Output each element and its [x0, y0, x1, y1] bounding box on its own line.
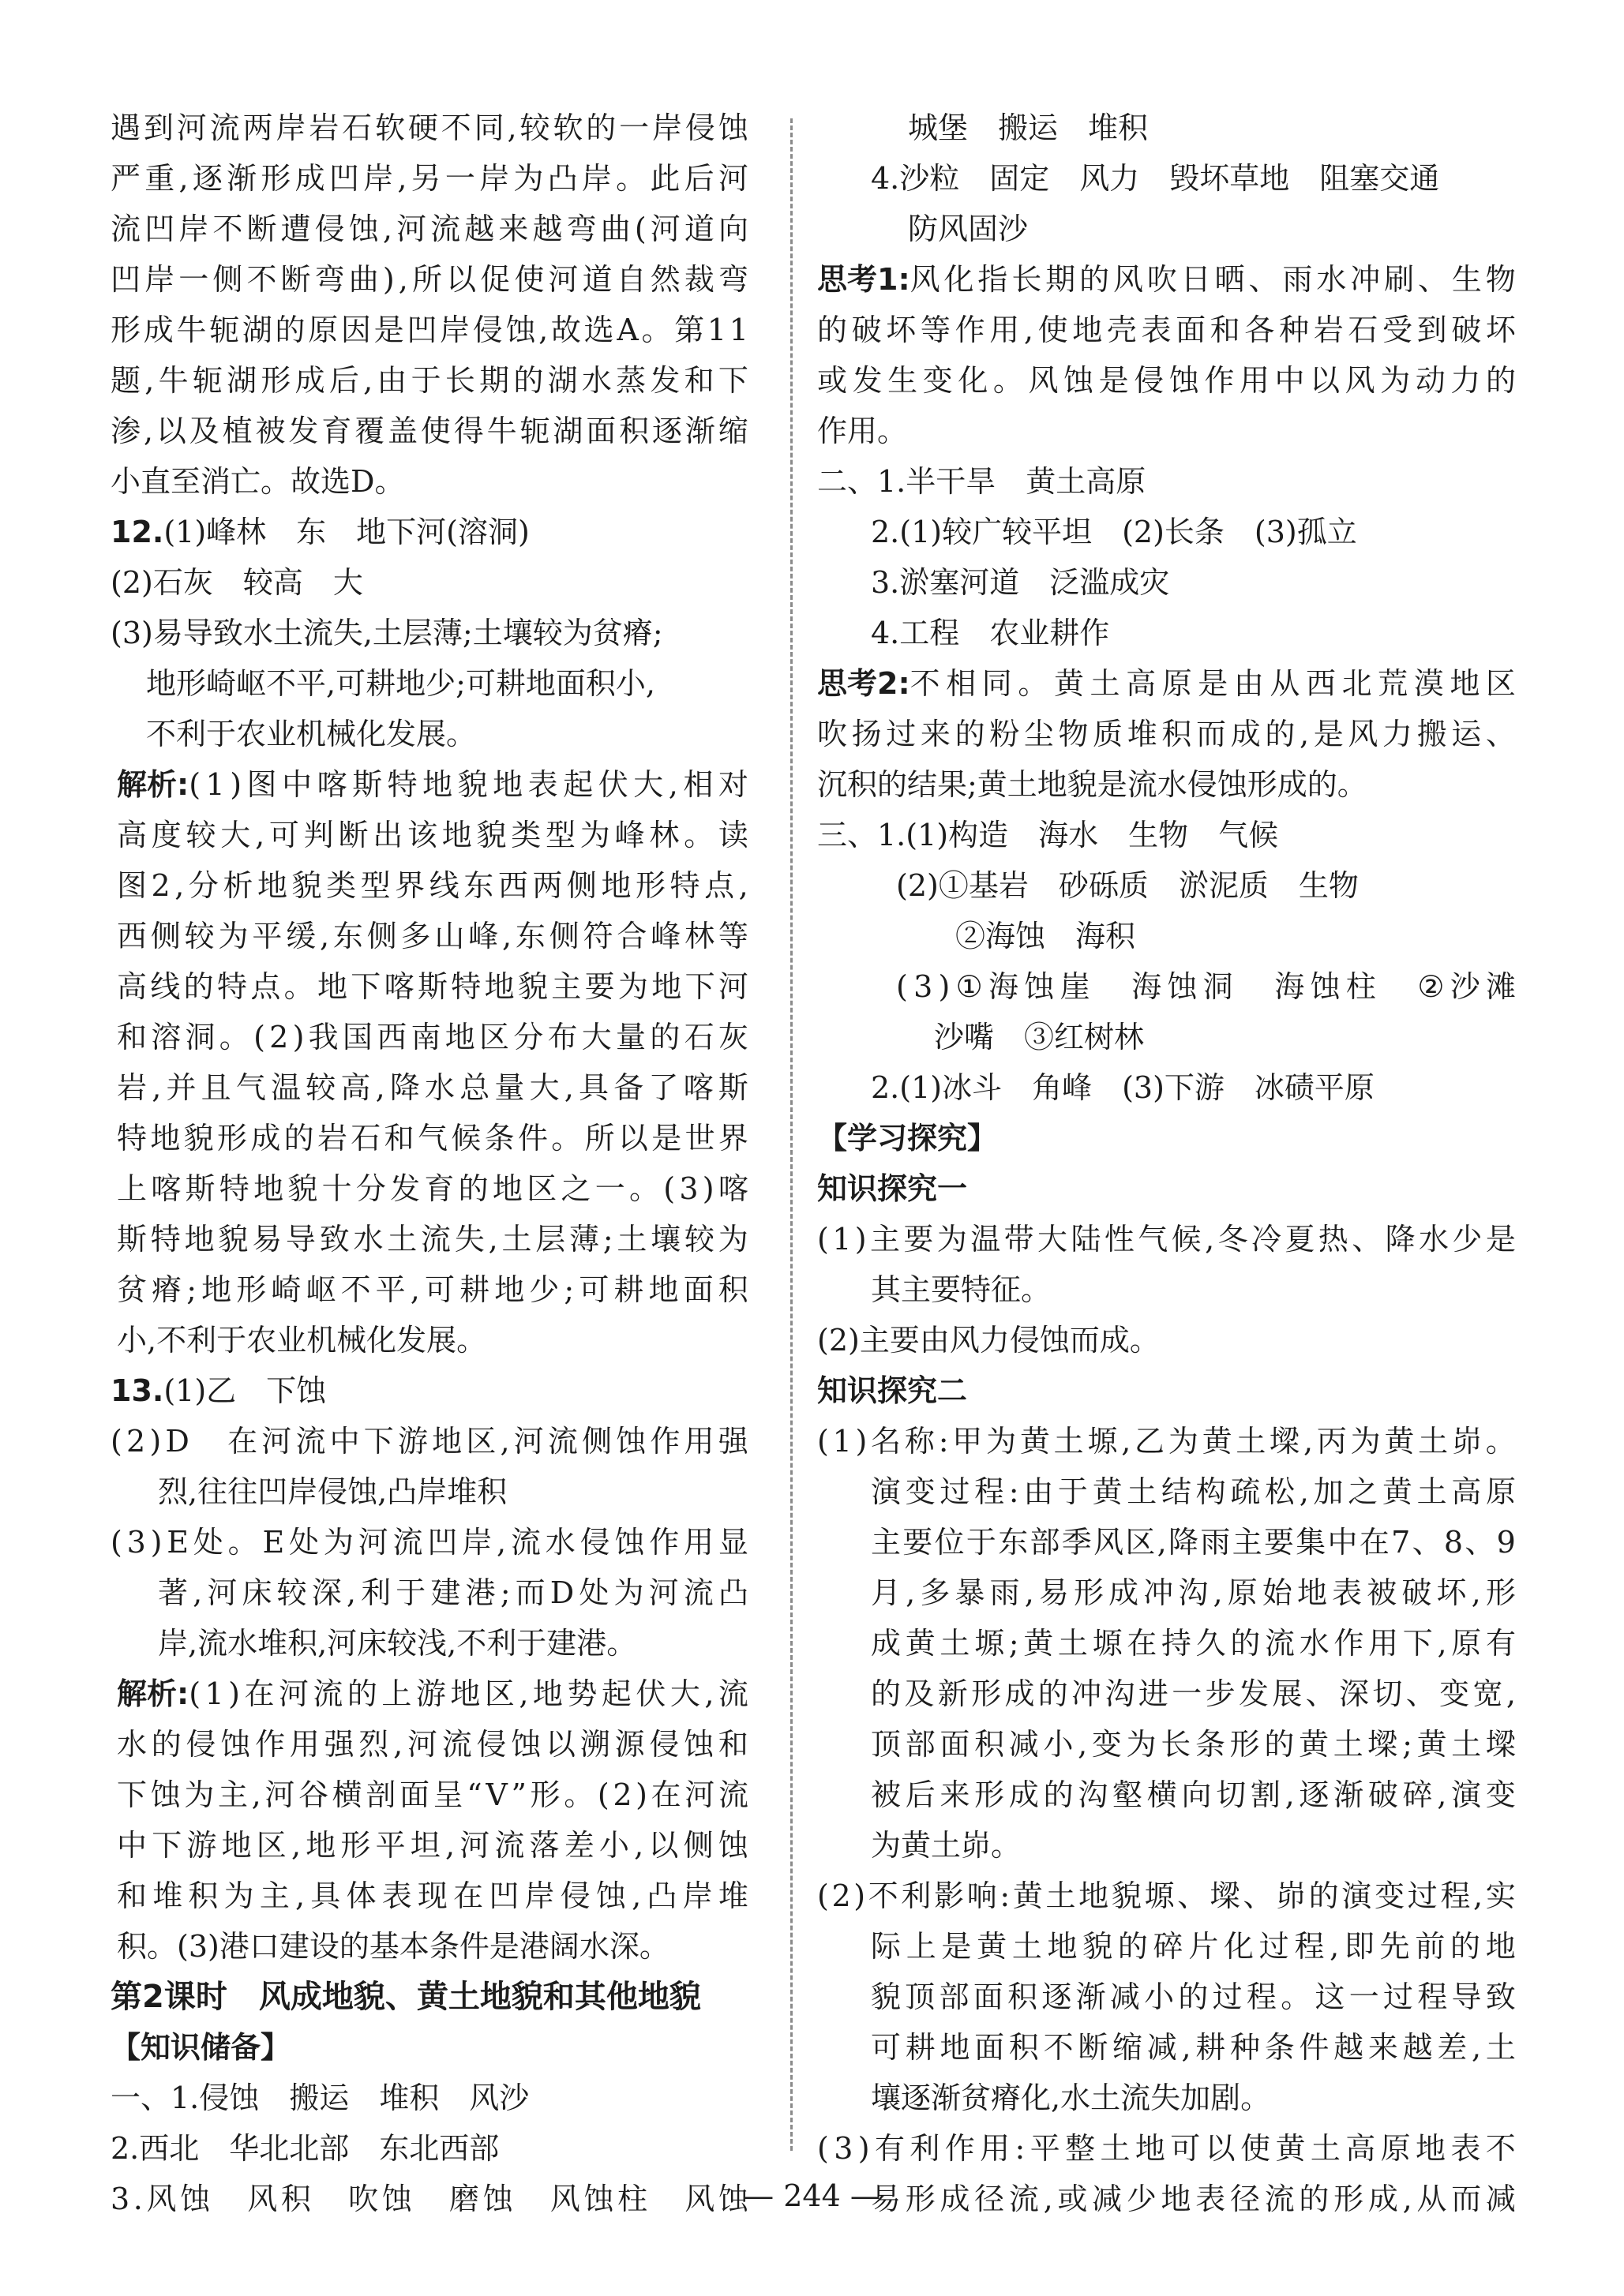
text-line [111, 1820, 748, 1871]
line-text: 岸,流水堆积,河床较浅,不利于建港。 [158, 1626, 637, 1661]
line-text: 际 上 是 黄 土 地 貌 的 碎 片 化 过 程 , 即 先 前 的 地 [871, 1929, 1516, 1964]
line-text: 流 凹 岸 不 断 遭 侵 蚀 , 河 流 越 来 越 弯 曲 ( 河 道 向 [111, 212, 748, 246]
text-line [111, 1517, 748, 1567]
text-line [817, 355, 1516, 406]
text-line [111, 1921, 748, 1972]
text-line [817, 709, 1516, 759]
line-text: 的 及 新 形 成 的 冲 沟 进 一 步 发 展 、 深 切 、 变 宽 , [871, 1676, 1516, 1711]
line-text: 或 发 生 变 化 。 风 蚀 是 侵 蚀 作 用 中 以 风 为 动 力 的 [817, 363, 1516, 398]
text-line [111, 1770, 748, 1820]
item-label: 解析: [117, 1676, 189, 1711]
text-line [817, 305, 1516, 355]
line-text: 【知识储备】 [111, 2030, 291, 2065]
line-text: ( 1 ) 在 河 流 的 上 游 地 区 , 地 势 起 伏 大 , 流 [189, 1676, 748, 1711]
line-text: 地形崎岖不平,可耕地少;可耕地面积小, [146, 666, 655, 701]
line-text: 2.(1)较广较平坦 (2)长条 (3)孤立 [871, 515, 1357, 549]
text-line [111, 810, 748, 860]
line-text: 特 地 貌 形 成 的 岩 石 和 气 候 条 件 。 所 以 是 世 界 [117, 1121, 748, 1155]
line-text: ( 3 ) E 处 。 E 处 为 河 流 凹 岸 , 流 水 侵 蚀 作 用 显 [111, 1525, 748, 1560]
text-line [817, 1719, 1516, 1770]
line-text: 和 堆 积 为 主 , 具 体 表 现 在 凹 岸 侵 蚀 , 凸 岸 堆 [117, 1878, 748, 1913]
line-text: 小,不利于农业机械化发展。 [117, 1323, 487, 1358]
text-line [817, 1214, 1516, 1264]
line-text: 防风固沙 [908, 212, 1029, 246]
line-text: 【学习探究】 [817, 1121, 998, 1155]
line-text: (1)乙 下蚀 [163, 1373, 327, 1408]
text-line [817, 204, 1516, 254]
line-text: 4.沙粒 固定 风力 毁坏草地 阻塞交通 [871, 161, 1440, 196]
line-text: 著 , 河 床 较 深 , 利 于 建 港 ; 而 D 处 为 河 流 凸 [158, 1575, 748, 1610]
line-text: 3 . 风 蚀 风 积 吹 蚀 磨 蚀 风 蚀 柱 风 蚀 [111, 2182, 748, 2216]
line-text: 不 相 同 。 黄 土 高 原 是 由 从 西 北 荒 漠 地 区 [910, 666, 1516, 701]
line-text: 作用。 [817, 414, 908, 448]
item-label: 思考2: [817, 666, 910, 701]
text-line [817, 1871, 1516, 1921]
line-text: 积。(3)港口建设的基本条件是港阔水深。 [117, 1929, 669, 1964]
line-text: 演 变 过 程 : 由 于 黄 土 结 构 疏 松 , 加 之 黄 土 高 原 [871, 1474, 1516, 1509]
line-text: 其主要特征。 [871, 1272, 1052, 1307]
line-text: (3)易导致水土流失,土层薄;土壤较为贫瘠; [111, 616, 663, 650]
text-line [111, 1669, 748, 1719]
line-text: ②海蚀 海积 [955, 919, 1136, 953]
line-text: 图 2 , 分 析 地 貌 类 型 界 线 东 西 两 侧 地 形 特 点 , [117, 868, 748, 903]
line-text: 被 后 来 形 成 的 沟 壑 横 向 切 割 , 逐 渐 破 碎 , 演 变 [871, 1777, 1516, 1812]
line-text: 可 耕 地 面 积 不 断 缩 减 , 耕 种 条 件 越 来 越 差 , 土 [871, 2030, 1516, 2065]
line-text: (2)①基岩 砂砾质 淤泥质 生物 [896, 868, 1359, 903]
line-text: 高 线 的 特 点 。 地 下 喀 斯 特 地 貌 主 要 为 地 下 河 [117, 969, 748, 1004]
text-line [817, 1770, 1516, 1820]
text-line [111, 204, 748, 254]
line-text: 严 重 , 逐 渐 形 成 凹 岸 , 另 一 岸 为 凸 岸 。 此 后 河 [111, 161, 748, 196]
line-text: 壤逐渐贫瘠化,水土流失加剧。 [871, 2081, 1271, 2115]
text-line [111, 1315, 748, 1365]
text-line [111, 1972, 748, 2022]
line-text: 不利于农业机械化发展。 [146, 717, 477, 751]
text-line [111, 1618, 748, 1669]
text-line [111, 1567, 748, 1618]
text-line [111, 557, 748, 608]
text-line [817, 658, 1516, 709]
text-line [111, 1719, 748, 1770]
line-text: 4.工程 农业耕作 [871, 616, 1110, 650]
text-line [111, 1214, 748, 1264]
text-line [111, 103, 748, 153]
text-line [817, 1113, 1516, 1163]
line-text: 3.淤塞河道 泛滥成灾 [871, 565, 1170, 600]
text-line [817, 1264, 1516, 1315]
line-text: ( 3 ) ① 海 蚀 崖 海 蚀 洞 海 蚀 柱 ② 沙 滩 [896, 969, 1516, 1004]
line-text: 第2课时 风成地貌、黄土地貌和其他地貌 [111, 1979, 701, 2015]
line-text: 题 , 牛 轭 湖 形 成 后 , 由 于 长 期 的 湖 水 蒸 发 和 下 [111, 363, 748, 398]
text-line [817, 860, 1516, 911]
text-line [111, 507, 748, 557]
line-text: 中 下 游 地 区 , 地 形 平 坦 , 河 流 落 差 小 , 以 侧 蚀 [117, 1828, 748, 1863]
text-line [817, 1972, 1516, 2022]
text-line [111, 1416, 748, 1466]
line-text: 主 要 位 于 东 部 季 风 区 , 降 雨 主 要 集 中 在 7 、 8 、 9 [871, 1525, 1516, 1560]
text-line [817, 911, 1516, 961]
line-text: 易 形 成 径 流 , 或 减 少 地 表 径 流 的 形 成 , 从 而 减 [871, 2182, 1516, 2216]
text-line [817, 1669, 1516, 1719]
text-line [817, 2123, 1516, 2174]
text-line [111, 961, 748, 1012]
line-text: 贫 瘠 ; 地 形 崎 岖 不 平 , 可 耕 地 少 ; 可 耕 地 面 积 [117, 1272, 748, 1307]
text-line [111, 406, 748, 456]
line-text: 遇 到 河 流 两 岸 岩 石 软 硬 不 同 , 较 软 的 一 岸 侵 蚀 [111, 110, 748, 145]
text-line [111, 1113, 748, 1163]
line-text: 和 溶 洞 。 ( 2 ) 我 国 西 南 地 区 分 布 大 量 的 石 灰 [117, 1020, 748, 1054]
line-text: 烈,往往凹岸侵蚀,凸岸堆积 [158, 1474, 508, 1509]
line-text: ( 2 ) 不 利 影 响 : 黄 土 地 貌 塬 、 墚 、 峁 的 演 变 过 程 , 实 [817, 1878, 1516, 1913]
line-text: 知识探究一 [817, 1171, 968, 1206]
text-line [111, 1062, 748, 1113]
text-line [111, 2123, 748, 2174]
text-line [817, 759, 1516, 810]
text-line [111, 2073, 748, 2123]
line-text: 高 度 较 大 , 可 判 断 出 该 地 貌 类 型 为 峰 林 。 读 [117, 818, 748, 852]
line-text: 上 喀 斯 特 地 貌 十 分 发 育 的 地 区 之 一 。 ( 3 ) 喀 [117, 1171, 748, 1206]
line-text: (2)主要由风力侵蚀而成。 [817, 1323, 1160, 1358]
text-line [817, 1012, 1516, 1062]
line-text: ( 2 ) D 在 河 流 中 下 游 地 区 , 河 流 侧 蚀 作 用 强 [111, 1424, 748, 1459]
line-text: 下 蚀 为 主 , 河 谷 横 剖 面 呈 “ V ” 形 。 ( 2 ) 在 河 流 [117, 1777, 748, 1812]
text-line [817, 608, 1516, 658]
text-line [817, 1517, 1516, 1567]
left-column [111, 103, 748, 2224]
text-line [111, 1365, 748, 1416]
text-line [111, 153, 748, 204]
item-label: 解析: [117, 767, 189, 802]
item-label: 思考1: [817, 262, 910, 297]
text-line [111, 911, 748, 961]
text-line [111, 2022, 748, 2073]
text-line [817, 1062, 1516, 1113]
item-label: 12. [111, 515, 164, 549]
line-text: 知识探究二 [817, 1373, 968, 1408]
text-line [111, 1264, 748, 1315]
line-text: 顶 部 面 积 减 小 , 变 为 长 条 形 的 黄 土 墚 ; 黄 土 墚 [871, 1727, 1516, 1762]
text-line [817, 1820, 1516, 1871]
text-line [111, 860, 748, 911]
line-text: 形 成 牛 轭 湖 的 原 因 是 凹 岸 侵 蚀 , 故 选 A 。 第 1 1 [111, 313, 748, 347]
line-text: 斯 特 地 貌 易 导 致 水 土 流 失 , 土 层 薄 ; 土 壤 较 为 [117, 1222, 748, 1257]
line-text: 为黄土峁。 [871, 1828, 1022, 1863]
text-line [817, 1163, 1516, 1214]
text-line [111, 709, 748, 759]
text-line [111, 254, 748, 305]
text-line [817, 2073, 1516, 2123]
text-line [817, 406, 1516, 456]
line-text: ( 1 ) 图 中 喀 斯 特 地 貌 地 表 起 伏 大 , 相 对 [189, 767, 748, 802]
text-line [817, 961, 1516, 1012]
line-text: 城堡 搬运 堆积 [908, 110, 1149, 145]
line-text: 成 黄 土 塬 ; 黄 土 塬 在 持 久 的 流 水 作 用 下 , 原 有 [871, 1626, 1516, 1661]
line-text: ( 1 ) 主 要 为 温 带 大 陆 性 气 候 , 冬 冷 夏 热 、 降 水 少 是 [817, 1222, 1516, 1257]
text-line [111, 355, 748, 406]
text-line [111, 1871, 748, 1921]
line-text: 吹 扬 过 来 的 粉 尘 物 质 堆 积 而 成 的 , 是 风 力 搬 运 、 [817, 717, 1516, 751]
text-line [817, 2022, 1516, 2073]
page-number: — 244 — [744, 2178, 880, 2213]
line-text: ( 1 ) 名 称 : 甲 为 黄 土 塬 , 乙 为 黄 土 墚 , 丙 为 黄 土 峁 。 [817, 1424, 1516, 1459]
line-text: 风 化 指 长 期 的 风 吹 日 晒 、 雨 水 冲 刷 、 生 物 [910, 262, 1516, 297]
line-text: 一、1.侵蚀 搬运 堆积 风沙 [111, 2081, 530, 2115]
line-text: (1)峰林 东 地下河(溶洞) [163, 515, 530, 549]
line-text: 沙嘴 ③红树林 [934, 1020, 1145, 1054]
line-text: 岩 , 并 且 气 温 较 高 , 降 水 总 量 大 , 具 备 了 喀 斯 [117, 1070, 748, 1105]
text-line [817, 456, 1516, 507]
text-line [817, 1618, 1516, 1669]
text-line [111, 1466, 748, 1517]
line-text: 水 的 侵 蚀 作 用 强 烈 , 河 流 侵 蚀 以 溯 源 侵 蚀 和 [117, 1727, 748, 1762]
line-text: 沉积的结果;黄土地貌是流水侵蚀形成的。 [817, 767, 1367, 802]
text-line [817, 557, 1516, 608]
text-line [817, 103, 1516, 153]
text-line [817, 254, 1516, 305]
text-line [111, 608, 748, 658]
line-text: 渗 , 以 及 植 被 发 育 覆 盖 使 得 牛 轭 湖 面 积 逐 渐 缩 [111, 414, 748, 448]
item-label: 13. [111, 1373, 164, 1408]
line-text: (2)石灰 较高 大 [111, 565, 363, 600]
line-text: 小直至消亡。故选D。 [111, 464, 405, 499]
text-line [111, 1012, 748, 1062]
text-line [817, 153, 1516, 204]
text-line [111, 456, 748, 507]
line-text: 三、1.(1)构造 海水 生物 气候 [817, 818, 1279, 852]
text-line [817, 507, 1516, 557]
right-column [817, 103, 1516, 2224]
text-line [817, 810, 1516, 860]
line-text: 貌 顶 部 面 积 逐 渐 减 小 的 过 程 。 这 一 过 程 导 致 [871, 1980, 1516, 2014]
text-line [111, 305, 748, 355]
text-line [817, 1466, 1516, 1517]
text-line [817, 1315, 1516, 1365]
line-text: ( 3 ) 有 利 作 用 : 平 整 土 地 可 以 使 黄 土 高 原 地 表 不 [817, 2131, 1516, 2166]
line-text: 月 , 多 暴 雨 , 易 形 成 冲 沟 , 原 始 地 表 被 破 坏 , 形 [871, 1575, 1516, 1610]
text-line [817, 1921, 1516, 1972]
line-text: 西 侧 较 为 平 缓 , 东 侧 多 山 峰 , 东 侧 符 合 峰 林 等 [117, 919, 748, 953]
line-text: 2.(1)冰斗 角峰 (3)下游 冰碛平原 [871, 1070, 1375, 1105]
text-line [817, 1365, 1516, 1416]
text-line [817, 1567, 1516, 1618]
line-text: 二、1.半干旱 黄土高原 [817, 464, 1146, 499]
text-line [111, 658, 748, 709]
line-text: 2.西北 华北北部 东北西部 [111, 2131, 500, 2166]
text-line [111, 759, 748, 810]
text-line [111, 1163, 748, 1214]
line-text: 的 破 坏 等 作 用 , 使 地 壳 表 面 和 各 种 岩 石 受 到 破 坏 [817, 313, 1516, 347]
text-line [817, 1416, 1516, 1466]
column-divider [790, 118, 793, 2151]
line-text: 凹 岸 一 侧 不 断 弯 曲 ) , 所 以 促 使 河 道 自 然 裁 弯 [111, 262, 748, 297]
